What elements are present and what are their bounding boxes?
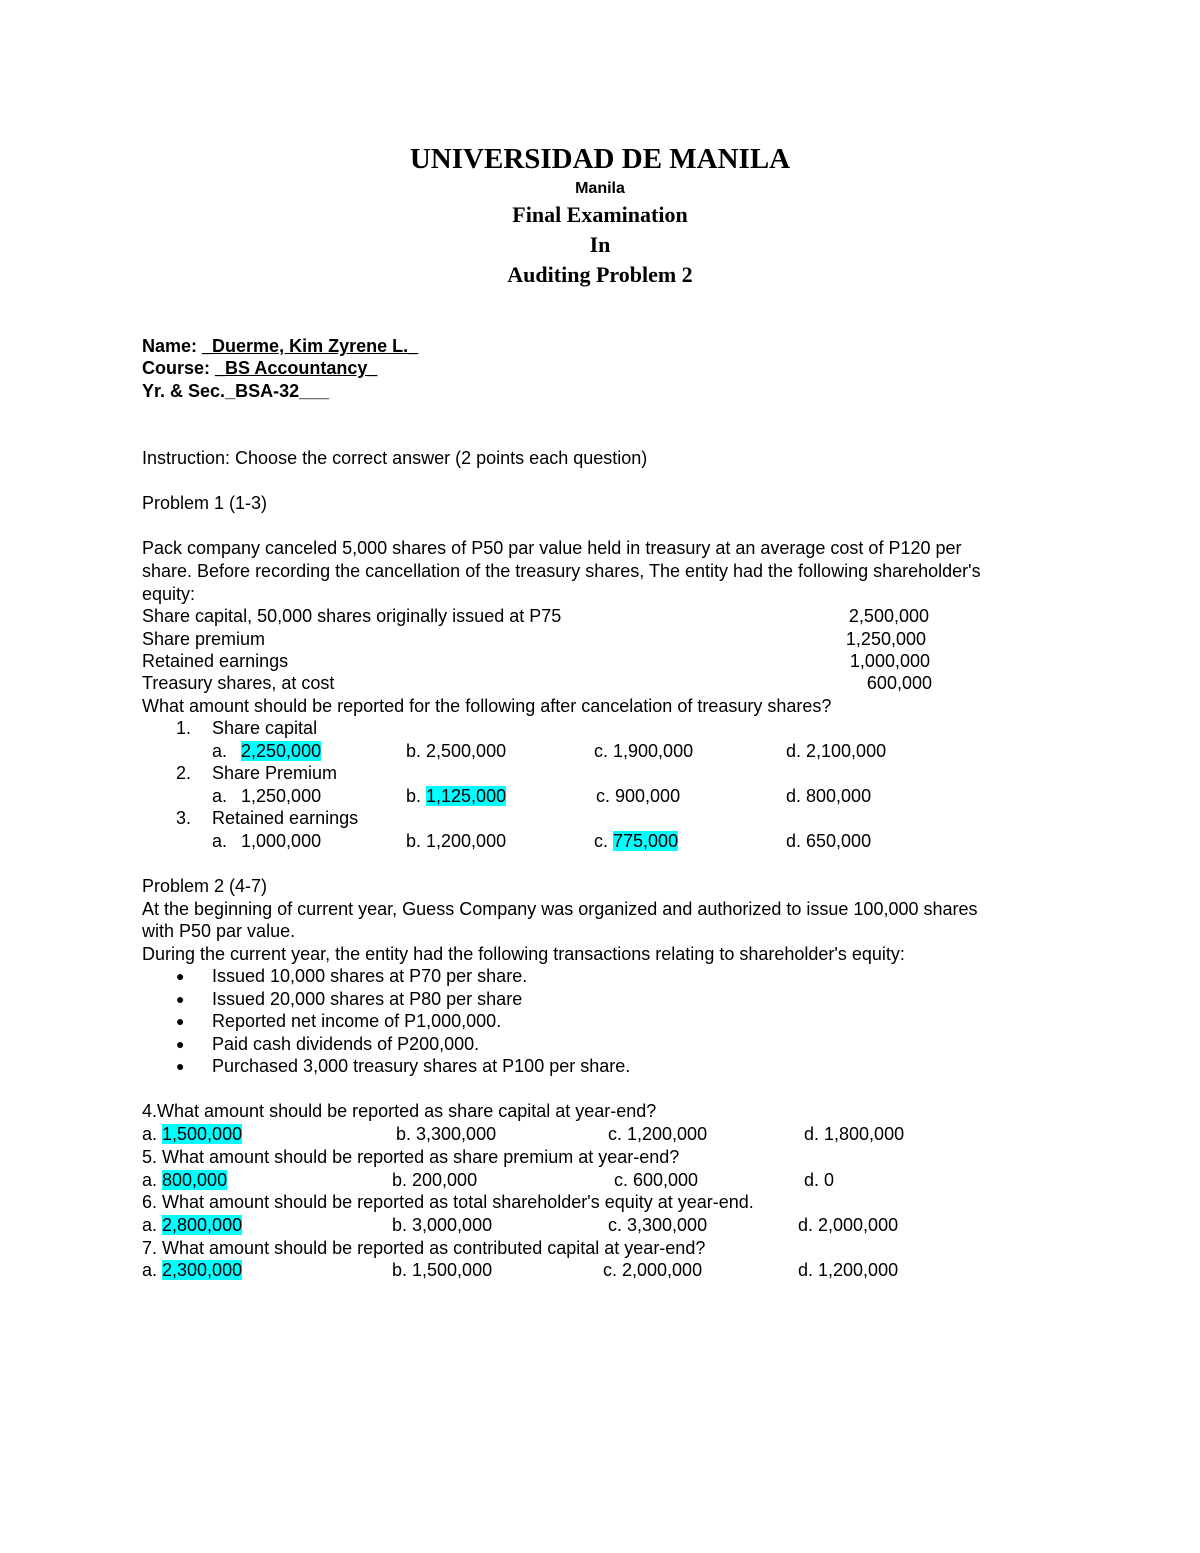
item-number: 1. xyxy=(176,718,192,738)
equity-amount: 600,000 xyxy=(866,673,932,693)
transaction-item: Reported net income of P1,000,000. xyxy=(212,1011,502,1031)
name-label: Name: xyxy=(142,336,203,356)
transaction-item: Paid cash dividends of P200,000. xyxy=(212,1034,480,1054)
equity-label: Share capital, 50,000 shares originally issued at P75 xyxy=(142,606,562,626)
choice-b[interactable]: b. 3,000,000 xyxy=(392,1215,493,1235)
choice-b[interactable]: b. 1,500,000 xyxy=(392,1260,493,1280)
choice-a-prefix: a. xyxy=(212,741,228,761)
answer-highlight: 1,125,000 xyxy=(426,786,507,806)
course-label: Course: xyxy=(142,358,216,378)
choice-d[interactable]: d. 1,800,000 xyxy=(804,1124,905,1144)
choice-d-prefix: d. xyxy=(786,831,807,851)
choice-c[interactable]: c. 600,000 xyxy=(614,1170,699,1190)
choice-d-value: 650,000 xyxy=(806,831,872,851)
item-label: Retained earnings xyxy=(212,808,359,828)
choice-b-value: 2,500,000 xyxy=(426,741,507,761)
student-course-row xyxy=(142,357,377,379)
problem1-text-line2: share. Before recording the cancellation of the treasury shares, The entity had the following shareholder's xyxy=(142,561,981,581)
choice-c-prefix: c. xyxy=(594,741,614,761)
problem1-question: What amount should be reported for the following after cancelation of treasury shares? xyxy=(142,696,832,716)
answer-highlight: 800,000 xyxy=(162,1170,228,1190)
question-5: 5. What amount should be reported as share premium at year-end? xyxy=(142,1147,680,1167)
bullet-icon: ● xyxy=(176,1058,185,1074)
exam-title-line2: In xyxy=(589,232,611,257)
transaction-item: Purchased 3,000 treasury shares at P100 per share. xyxy=(212,1056,631,1076)
choice-c-value: 1,900,000 xyxy=(613,741,694,761)
student-section-row xyxy=(142,380,329,402)
choice-c-value: 900,000 xyxy=(615,786,681,806)
choice-b-prefix: b. xyxy=(406,786,427,806)
choice-d-prefix: d. xyxy=(786,741,807,761)
choice-a[interactable] xyxy=(212,740,321,762)
course-value: _BS Accountancy_ xyxy=(215,358,378,378)
choice-c-prefix: c. xyxy=(594,831,614,851)
choice-a-prefix: a. xyxy=(142,1215,163,1235)
choice-d[interactable]: d. 0 xyxy=(804,1170,835,1190)
equity-label: Share premium xyxy=(142,629,266,649)
equity-amount: 1,250,000 xyxy=(845,629,926,649)
choice-d[interactable] xyxy=(786,830,871,852)
student-name-row xyxy=(142,335,418,357)
question-6: 6. What amount should be reported as total shareholder's equity at year-end. xyxy=(142,1192,754,1212)
choice-b[interactable] xyxy=(406,740,506,762)
choice-d[interactable]: d. 1,200,000 xyxy=(798,1260,899,1280)
problem1-title: Problem 1 (1-3) xyxy=(142,493,268,513)
choice-a-value: 1,000,000 xyxy=(241,831,322,851)
choice-a-prefix: a. xyxy=(142,1260,163,1280)
choice-b-prefix: b. xyxy=(406,741,427,761)
item-label: Share Premium xyxy=(212,763,338,783)
city-label: Manila xyxy=(575,180,625,197)
problem2-text-line1: At the beginning of current year, Guess Company was organized and authorized to issue 100,000 shares xyxy=(142,899,978,919)
choice-d-value: 2,100,000 xyxy=(806,741,887,761)
item-number: 3. xyxy=(176,808,192,828)
choice-c[interactable] xyxy=(594,830,678,852)
section-value: _BSA-32___ xyxy=(225,381,330,401)
choice-a[interactable] xyxy=(212,785,321,807)
bullet-icon: ● xyxy=(176,991,185,1007)
exam-title-line1: Final Examination xyxy=(512,202,688,227)
choice-c-prefix: c. xyxy=(596,786,616,806)
equity-amount: 1,000,000 xyxy=(849,651,930,671)
answer-highlight: 2,800,000 xyxy=(162,1215,243,1235)
choice-d-prefix: d. xyxy=(786,786,807,806)
choice-b-prefix: b. xyxy=(406,831,427,851)
transaction-item: Issued 10,000 shares at P70 per share. xyxy=(212,966,528,986)
answer-highlight: 1,500,000 xyxy=(162,1124,243,1144)
choice-d-value: 800,000 xyxy=(806,786,872,806)
item-label: Share capital xyxy=(212,718,318,738)
choice-c[interactable]: c. 3,300,000 xyxy=(608,1215,708,1235)
choice-b-value: 1,200,000 xyxy=(426,831,507,851)
equity-amount: 2,500,000 xyxy=(848,606,929,626)
bullet-icon: ● xyxy=(176,968,185,984)
equity-label: Treasury shares, at cost xyxy=(142,673,335,693)
bullet-icon: ● xyxy=(176,1036,185,1052)
problem1-text-line1: Pack company canceled 5,000 shares of P50 par value held in treasury at an average cost of P120 per xyxy=(142,538,962,558)
choice-a[interactable] xyxy=(212,830,321,852)
exam-title-line3: Auditing Problem 2 xyxy=(507,262,693,287)
choice-a[interactable] xyxy=(142,1123,242,1145)
transaction-item: Issued 20,000 shares at P80 per share xyxy=(212,989,523,1009)
question-7: 7. What amount should be reported as contributed capital at year-end? xyxy=(142,1238,706,1258)
choice-c[interactable]: c. 2,000,000 xyxy=(603,1260,703,1280)
item-number: 2. xyxy=(176,763,192,783)
choice-b[interactable] xyxy=(406,785,506,807)
choice-d[interactable] xyxy=(786,740,886,762)
problem2-text-line3: During the current year, the entity had the following transactions relating to shareholder's equity: xyxy=(142,944,905,964)
choice-d[interactable] xyxy=(786,785,871,807)
name-value: _Duerme, Kim Zyrene L._ xyxy=(202,336,419,356)
choice-a-prefix: a. xyxy=(212,831,228,851)
choice-a-value: 1,250,000 xyxy=(241,786,322,806)
answer-highlight: 2,250,000 xyxy=(241,741,322,761)
question-4: 4.What amount should be reported as share capital at year-end? xyxy=(142,1101,657,1121)
choice-a-prefix: a. xyxy=(142,1124,163,1144)
choice-a[interactable] xyxy=(142,1259,242,1281)
problem1-text-line3: equity: xyxy=(142,584,196,604)
choice-a[interactable] xyxy=(142,1169,227,1191)
problem2-text-line2: with P50 par value. xyxy=(142,921,296,941)
choice-b[interactable] xyxy=(406,830,506,852)
choice-c[interactable]: c. 1,200,000 xyxy=(608,1124,708,1144)
bullet-icon: ● xyxy=(176,1013,185,1029)
problem2-title: Problem 2 (4-7) xyxy=(142,876,268,896)
choice-a-prefix: a. xyxy=(212,786,228,806)
instruction-text: Instruction: Choose the correct answer (2 points each question) xyxy=(142,448,648,468)
answer-highlight: 2,300,000 xyxy=(162,1260,243,1280)
choice-d[interactable]: d. 2,000,000 xyxy=(798,1215,899,1235)
section-label: Yr. & Sec. xyxy=(142,381,226,401)
choice-b[interactable]: b. 3,300,000 xyxy=(396,1124,497,1144)
choice-b[interactable]: b. 200,000 xyxy=(392,1170,478,1190)
choice-a-prefix: a. xyxy=(142,1170,163,1190)
answer-highlight: 775,000 xyxy=(613,831,679,851)
university-title: UNIVERSIDAD DE MANILA xyxy=(409,143,791,175)
choice-c[interactable] xyxy=(596,785,680,807)
choice-a[interactable] xyxy=(142,1214,242,1236)
equity-label: Retained earnings xyxy=(142,651,289,671)
choice-c[interactable] xyxy=(594,740,693,762)
